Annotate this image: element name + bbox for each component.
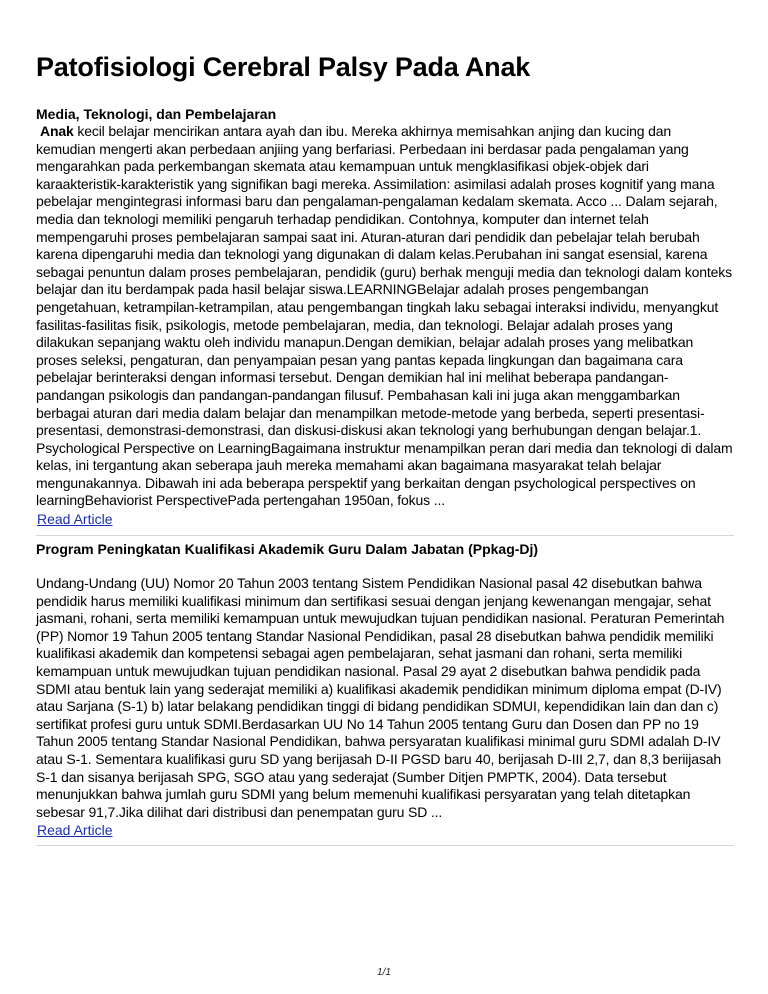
article-title: Media, Teknologi, dan Pembelajaran: [36, 106, 277, 122]
article-title: Program Peningkatan Kualifikasi Akademik Guru Dalam Jabatan (Ppkag-Dj): [36, 541, 539, 557]
article-body: Undang-Undang (UU) Nomor 20 Tahun 2003 tentang Sistem Pendidikan Nasional pasal 42 disebutkan bahwa pendidik harus memiliki kualifikasi minimum dan sertifikasi sesuai dengan jenjang kewenangan mengajar, sehat jasmani, rohani, serta memiliki kemampuan untuk mewujudkan tujuan pendidikan nasional. Peraturan Pemerintah (PP) Nomor 19 Tahun 2005 tentang Standar Nasional Pendidikan, pasal 28 disebutkan bahwa pendidik memiliki kualifikasi akademik dan kompetensi sebagai agen pembelajaran, sehat jasmani dan rohani, serta memiliki kemampuan untuk mewujudkan tujuan pendidikan nasional. Pasal 29 ayat 2 disebutkan bahwa pendidik pada SDMI atau bentuk lain yang sederajat memiliki a) kualifikasi akademik pendidikan minimum diploma empat (D-IV) atau Sarjana (S-1) b) latar belakang pendidikan tinggi di bidang pendidikan SDMUI, kependidikan lain dan dan c) sertifikat profesi guru untuk SDMI.Berdasarkan UU No 14 Tahun 2005 tentang Guru dan Dosen dan PP no 19 Tahun 2005 tentang Standar Nasional Pendidikan, bahwa persyaratan kualifikasi minimal guru SDMI adalah D-IV atau S-1. Sementara kualifikasi guru SD yang berijasah D-II PGSD baru 40, berijasah D-III 2,7, dan 8,3 beriijasah S-1 dan sisanya berijasah SPG, SGO atau yang sederajat (Sumber Ditjen PMPTK, 2004). Data tersebut menunjukkan bahwa jumlah guru SDMI yang belum memenuhi kualifikasi persyaratan yang telah ditetapkan sebesar 91,7.Jika dilihat dari distribusi dan penempatan guru SD ...: [36, 575, 725, 820]
read-article-link[interactable]: Read Article: [37, 511, 113, 528]
divider: [36, 845, 734, 846]
divider: [36, 535, 734, 536]
article-lead-word: Anak: [40, 123, 74, 139]
article-ppkag-dj: [36, 540, 734, 840]
read-article-link[interactable]: Read Article: [37, 822, 113, 839]
article-media-teknologi: [36, 105, 734, 529]
article-body: [36, 123, 734, 510]
page-title: Patofisiologi Cerebral Palsy Pada Anak: [36, 52, 531, 82]
page-number: 1/1: [377, 967, 391, 978]
article-text: kecil belajar mencirikan antara ayah dan ibu. Mereka akhirnya memisahkan anjing dan kucing dan kemudian mengerti akan perbedaan anjiing yang berfariasi. Perbedaan ini berdasar pada pengalaman yang mengarahkan pada perkembangan skemata atau kemampuan untuk mengklasifikasi objek-objek dari karaakteristik-karakteristik yang signifikan bagi mereka. Assimilation: asimilasi adalah proses kognitif yang mana pebelajar mengintegrasi informasi baru dan pengalaman-pengalaman kedalam skemata. Acco ... Dalam sejarah, media dan teknologi memiliki pengaruh terhadap pendidikan. Contohnya, komputer dan internet telah mempengaruhi proses pembelajaran sampai saat ini. Aturan-aturan dari pendidik dan pebelajar telah berubah karena dipengaruhi media dan teknologi yang digunakan di dalam kelas.Perubahan ini sangat esensial, karena sebagai penuntun dalam proses pembelajaran, pendidik (guru) berhak menguji media dan teknologi dalam konteks belajar dan itu berdampak pada hasil belajar siswa.LEARNINGBelajar adalah proses pengembangan pengetahuan, ketrampilan-ketrampilan, atau pengembangan tingkah laku sebagai interaksi individu, menyangkut fasilitas-fasilitas fisik, psikologis, metode pembelajaran, media, dan teknologi. Belajar adalah proses yang dilakukan sepanjang waktu oleh individu manapun.Dengan demikian, belajar adalah proses yang melibatkan proses seleksi, pengaturan, dan penyampaian pesan yang pantas kepada lingkungan dan bagaimana cara pebelajar berinteraksi dengan informasi tersebut. Dengan demikian hal ini melihat beberapa pandangan-pandangan psikologis dan pandangan-pandangan filusuf. Pembahasan kali ini juga akan menggambarkan berbagai aturan dari media dalam belajar dan menampilkan metode-metode yang berbeda, seperti presentasi-presentasi, demonstrasi-demonstrasi, dan diskusi-diskusi akan teknologi yang berhubungan dengan belajar.1. Psychological Perspective on LearningBagaimana instruktur menampilkan peran dari media dan teknologi di dalam kelas, ini tergantung akan seberapa jauh mereka memahami akan bagaimana masyarakat telah belajar mengunakannya. Dibawah ini ada beberapa perspektif yang berkaitan dengan psychological perspectives on learningBehaviorist PerspectivePada pertengahan 1950an, fokus ...: [36, 123, 733, 509]
